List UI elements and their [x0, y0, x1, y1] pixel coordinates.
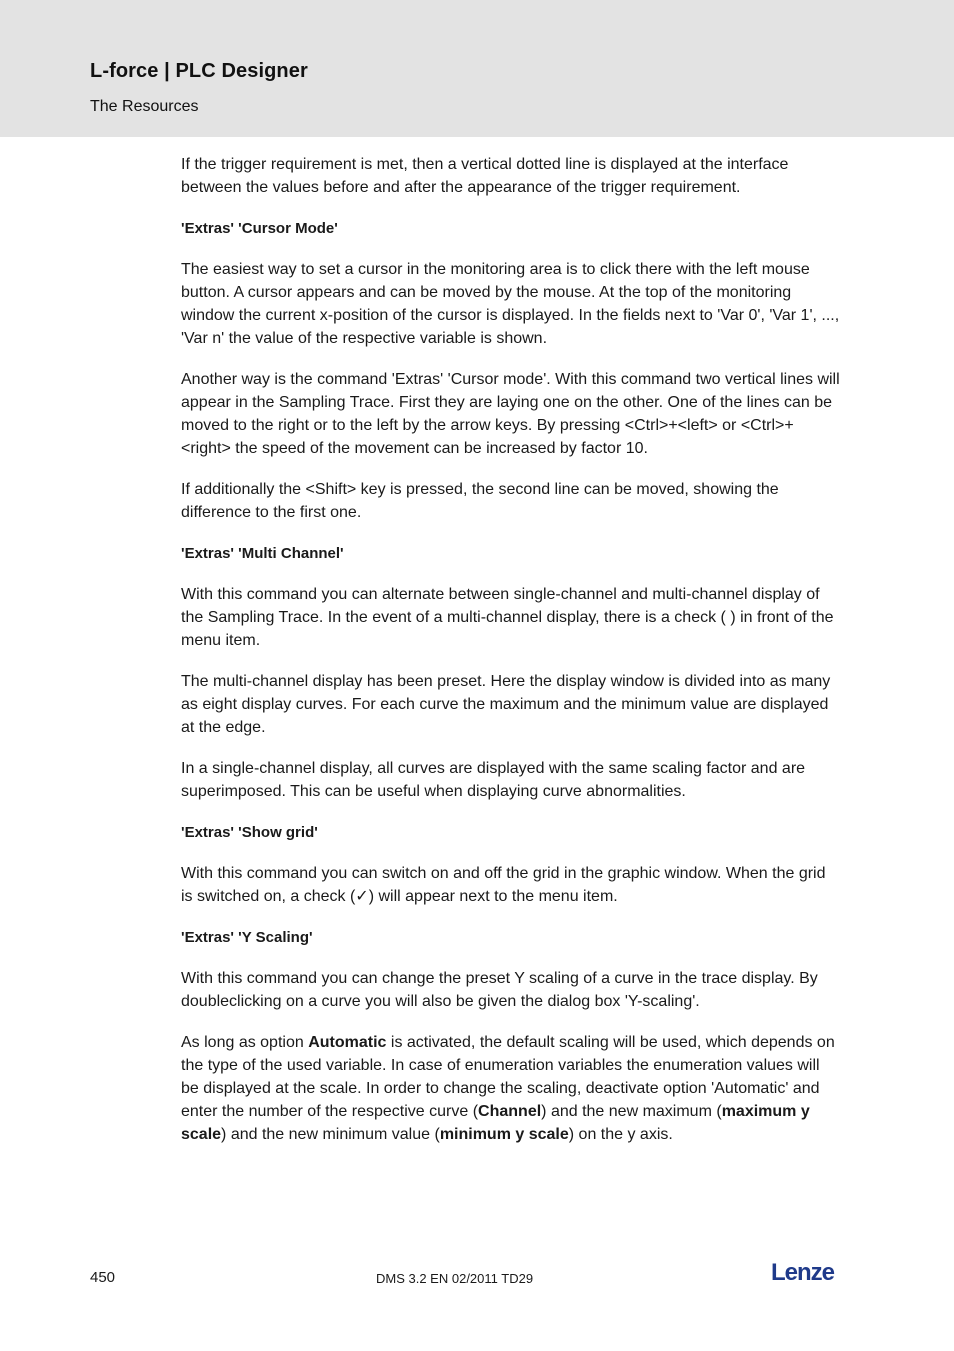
section-heading-show-grid: 'Extras' 'Show grid': [181, 824, 318, 841]
header-subtitle: The Resources: [90, 98, 199, 115]
paragraph: If the trigger requirement is met, then a vertical dotted line is displayed at the interface between the values before and after the appearance of the trigger requirement.: [181, 156, 789, 196]
section-heading-y-scaling: 'Extras' 'Y Scaling': [181, 929, 313, 946]
paragraph: With this command you can change the preset Y scaling of a curve in the trace display. By doubleclicking on a curve you will also be given the dialog box 'Y-scaling'.: [181, 970, 818, 1010]
bold-term-channel: Channel: [478, 1103, 542, 1120]
text-run: ) and the new minimum value (: [221, 1126, 440, 1143]
bold-term-maximum-y-scale: maximum y scale: [181, 1103, 810, 1143]
text-run: As long as option: [181, 1034, 309, 1051]
section-heading-cursor-mode: 'Extras' 'Cursor Mode': [181, 220, 338, 237]
paragraph: The easiest way to set a cursor in the monitoring area is to click there with the left mouse button. A cursor appears and can be moved by the mouse. At the top of the monitoring window the current x-position of the cursor is displayed. In the fields next to 'Var 0', 'Var 1', ..., 'Var n' the value of the respective variable is shown.: [181, 261, 840, 347]
section-heading-multi-channel: 'Extras' 'Multi Channel': [181, 545, 344, 562]
page-number: 450: [90, 1269, 116, 1286]
document-id: DMS 3.2 EN 02/2011 TD29: [376, 1271, 534, 1286]
paragraph: If additionally the <Shift> key is pressed, the second line can be moved, showing the difference to the first one.: [181, 481, 779, 521]
logo-text: Lenze: [771, 1259, 835, 1285]
bold-term-automatic: Automatic: [308, 1034, 387, 1051]
paragraph: In a single-channel display, all curves are displayed with the same scaling factor and are superimposed. This can be useful when displaying curve abnormalities.: [181, 760, 806, 800]
paragraph: The multi-channel display has been preset. Here the display window is divided into as many as eight display curves. For each curve the maximum and the minimum value are displayed at the edge.: [181, 673, 831, 736]
paragraph: With this command you can switch on and off the grid in the graphic window. When the grid is switched on, a check (✓) will appear next to the menu item.: [181, 865, 826, 905]
lenze-logo: [771, 1259, 849, 1285]
text-run: ) and the new maximum (: [541, 1103, 722, 1120]
paragraph-automatic: [181, 1031, 841, 1146]
header-title: L-force | PLC Designer: [90, 60, 308, 82]
text-run: ) on the y axis.: [568, 1126, 673, 1143]
text-run: is activated, the default scaling will be used, which depends on the type of the used variable. In case of enumeration variables the enumeration values will be displayed at the scale. In order to change the scaling, deactivate option 'Automatic' and enter the number of the respective curve (: [181, 1034, 835, 1120]
page-header: [0, 0, 954, 137]
bold-term-minimum-y-scale: minimum y scale: [439, 1126, 569, 1143]
paragraph: Another way is the command 'Extras' 'Cursor mode'. With this command two vertical lines will appear in the Sampling Trace. First they are laying one on the other. One of the lines can be moved to the right or to the left by the arrow keys. By pressing <Ctrl>+<left> or <Ctrl>+<right> the speed of the movement can be increased by factor 10.: [181, 371, 840, 457]
page-content: [181, 153, 841, 1164]
paragraph: With this command you can alternate between single-channel and multi-channel display of the Sampling Trace. In the event of a multi-channel display, there is a check ( ) in front of the menu item.: [181, 586, 834, 649]
